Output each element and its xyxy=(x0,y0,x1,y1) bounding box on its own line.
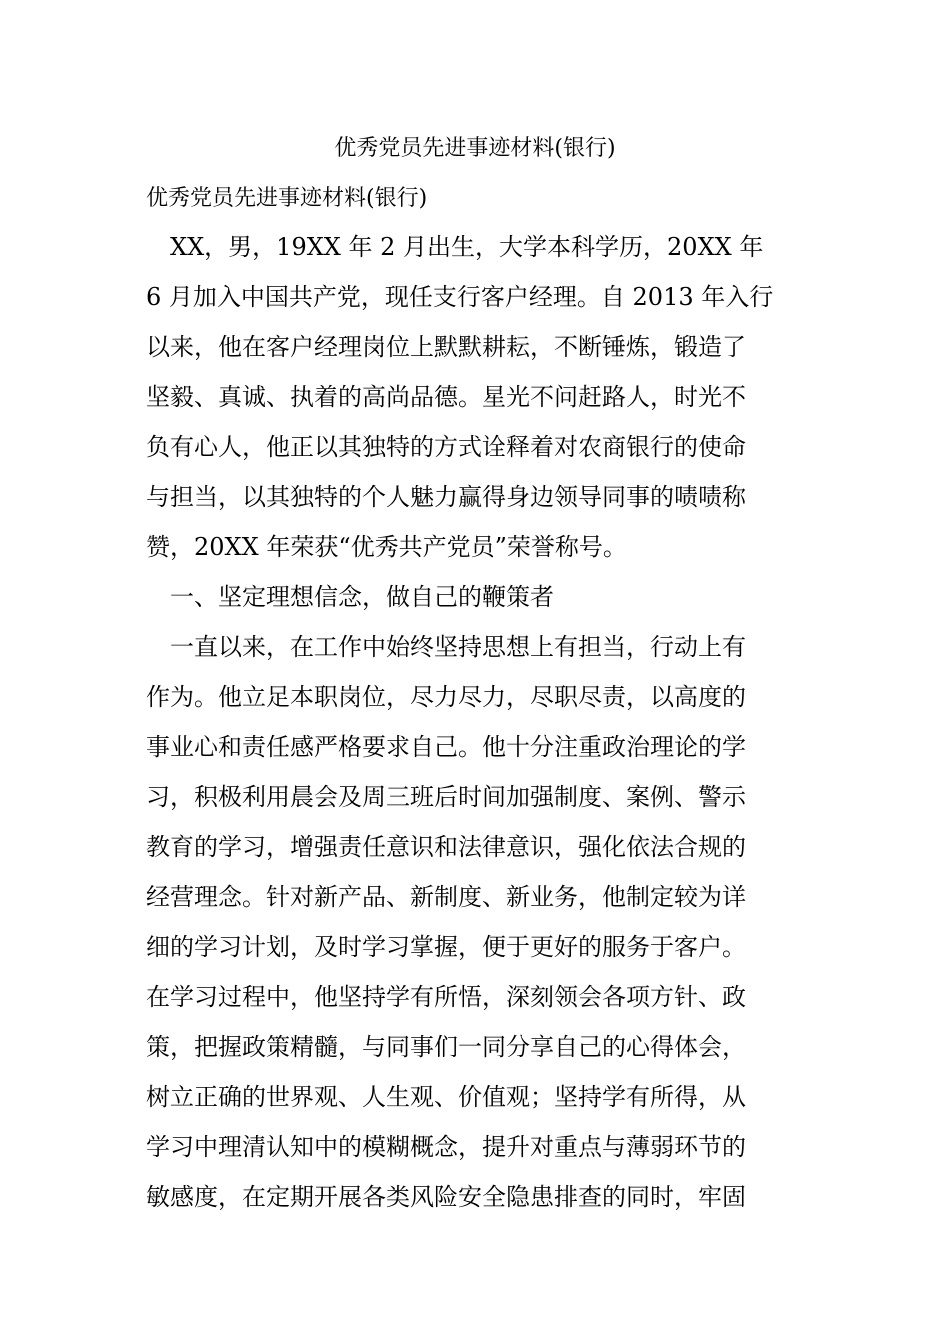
body-line: 细的学习计划，及时学习掌握，便于更好的服务于客户。 xyxy=(146,933,746,961)
document-title: 优秀党员先进事迹材料(银行) xyxy=(334,136,616,161)
body-line: XX，男，19XX 年 2 月出生，大学本科学历，20XX 年 xyxy=(146,233,764,261)
body-line: 负有心人，他正以其独特的方式诠释着对农商银行的使命 xyxy=(146,433,746,461)
document-subtitle: 优秀党员先进事迹材料(银行) xyxy=(146,186,428,211)
body-line: 学习中理清认知中的模糊概念，提升对重点与薄弱环节的 xyxy=(146,1133,746,1161)
body-line: 以来，他在客户经理岗位上默默耕耘，不断锤炼，锻造了 xyxy=(146,333,746,361)
body-line: 敏感度，在定期开展各类风险安全隐患排查的同时，牢固 xyxy=(146,1183,746,1211)
body-line: 一直以来，在工作中始终坚持思想上有担当，行动上有 xyxy=(146,633,746,661)
body-line: 赞，20XX 年荣获“优秀共产党员”荣誉称号。 xyxy=(146,533,627,561)
body-line: 教育的学习，增强责任意识和法律意识，强化依法合规的 xyxy=(146,833,746,861)
body-line: 事业心和责任感严格要求自己。他十分注重政治理论的学 xyxy=(146,733,746,761)
document-body xyxy=(146,222,806,1222)
body-line: 与担当，以其独特的个人魅力赢得身边领导同事的啧啧称 xyxy=(146,483,746,511)
body-line: 6 月加入中国共产党，现任支行客户经理。自 2013 年入行 xyxy=(146,283,774,311)
body-line: 一、坚定理想信念，做自己的鞭策者 xyxy=(146,583,554,611)
body-line: 坚毅、真诚、执着的高尚品德。星光不问赶路人，时光不 xyxy=(146,383,746,411)
body-line: 经营理念。针对新产品、新制度、新业务，他制定较为详 xyxy=(146,883,746,911)
body-line: 策，把握政策精髓，与同事们一同分享自己的心得体会， xyxy=(146,1033,746,1061)
body-line: 在学习过程中，他坚持学有所悟，深刻领会各项方针、政 xyxy=(146,983,746,1011)
body-line: 习，积极利用晨会及周三班后时间加强制度、案例、警示 xyxy=(146,783,746,811)
body-line: 作为。他立足本职岗位，尽力尽力，尽职尽责，以高度的 xyxy=(146,683,746,711)
body-line: 树立正确的世界观、人生观、价值观；坚持学有所得，从 xyxy=(146,1083,746,1111)
